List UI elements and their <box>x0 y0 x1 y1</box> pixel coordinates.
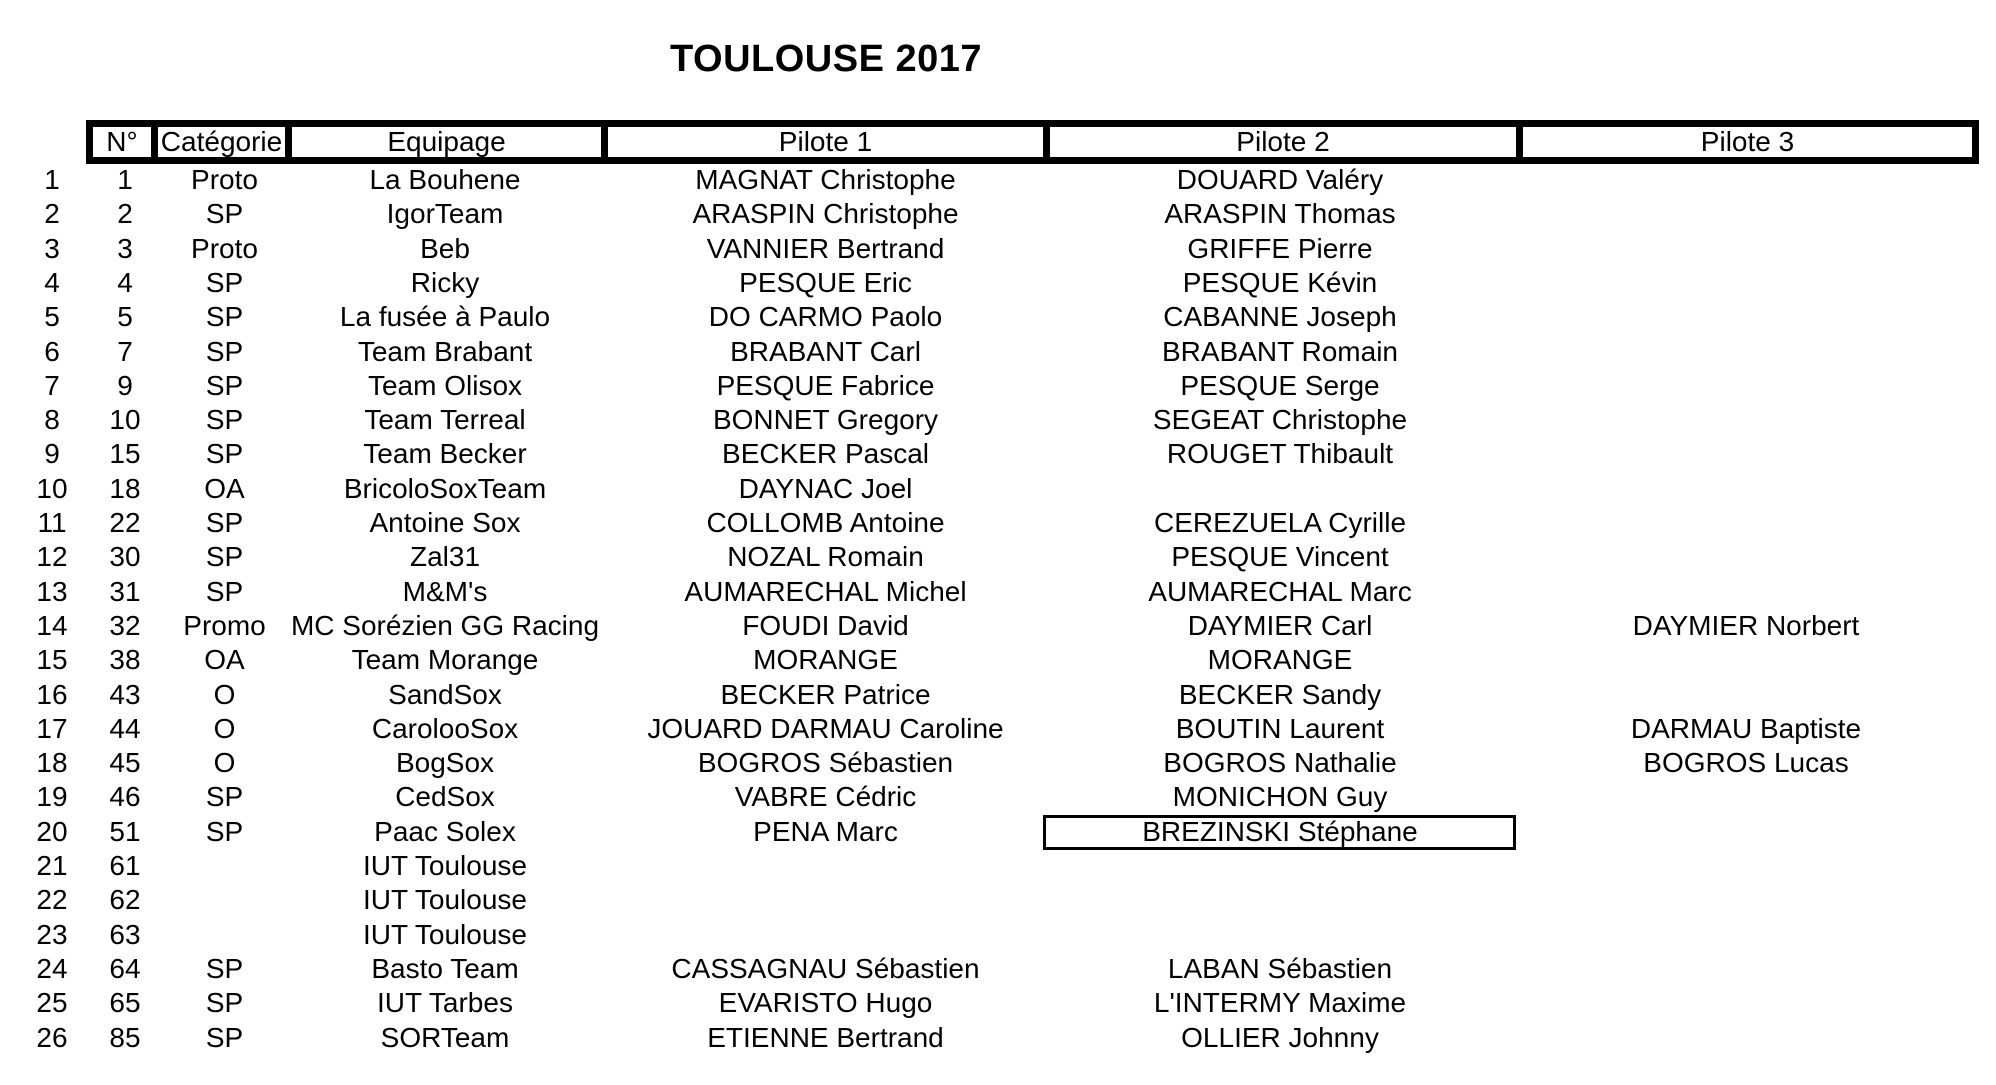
cell-pilote-2: DAYMIER Carl <box>1187 609 1373 641</box>
row-number: 3 <box>44 232 60 264</box>
cell-pilote-3 <box>1518 575 1974 609</box>
row-number: 13 <box>36 575 68 607</box>
row-number: 8 <box>44 404 60 436</box>
table-row <box>0 472 1996 506</box>
cell-categorie <box>157 883 292 917</box>
cell-pilote-3 <box>1518 300 1974 334</box>
cell-pilote-1: PESQUE Eric <box>739 266 912 298</box>
cell-pilote-2 <box>1045 918 1515 952</box>
cell-equipage: IgorTeam <box>386 198 504 230</box>
cell-num: 30 <box>109 541 141 573</box>
cell-num: 9 <box>117 369 133 401</box>
table-row <box>0 232 1996 266</box>
cell-pilote-3 <box>1518 403 1974 437</box>
cell-categorie: SP <box>205 952 244 984</box>
cell-categorie: SP <box>205 301 244 333</box>
cell-pilote-2: SEGEAT Christophe <box>1152 404 1408 436</box>
cell-pilote-1: DO CARMO Paolo <box>708 301 943 333</box>
cell-pilote-1 <box>608 918 1043 952</box>
cell-pilote-3 <box>1518 335 1974 369</box>
cell-equipage: Team Terreal <box>364 404 526 436</box>
row-number: 4 <box>44 266 60 298</box>
cell-equipage: IUT Toulouse <box>363 884 527 916</box>
cell-equipage: La fusée à Paulo <box>339 301 551 333</box>
cell-pilote-3 <box>1518 163 1974 197</box>
row-number: 11 <box>37 507 67 538</box>
cell-pilote-3 <box>1518 232 1974 266</box>
cell-pilote-1 <box>608 883 1043 917</box>
cell-num: 61 <box>109 850 141 881</box>
cell-pilote-2: BOUTIN Laurent <box>1175 712 1385 744</box>
cell-num: 7 <box>117 335 133 367</box>
cell-pilote-3 <box>1518 849 1974 883</box>
cell-categorie: SP <box>205 369 244 401</box>
row-number: 23 <box>36 918 68 950</box>
cell-num: 65 <box>109 987 141 1019</box>
row-number: 2 <box>44 198 60 230</box>
cell-categorie: SP <box>205 815 244 847</box>
cell-equipage: BricoloSoxTeam <box>343 472 547 504</box>
row-number: 19 <box>36 781 68 813</box>
row-number: 6 <box>44 335 60 367</box>
cell-pilote-1: ARASPIN Christophe <box>692 198 959 230</box>
table-row <box>0 643 1996 677</box>
row-number: 1 <box>44 164 60 195</box>
cell-categorie: O <box>213 678 236 710</box>
cell-pilote-1: PESQUE Fabrice <box>716 369 935 401</box>
cell-pilote-3 <box>1518 506 1974 540</box>
header-pilote-3: Pilote 3 <box>1523 127 1972 157</box>
cell-pilote-2: AUMARECHAL Marc <box>1148 575 1412 607</box>
cell-categorie: Proto <box>191 164 258 195</box>
cell-num: 4 <box>117 266 133 298</box>
cell-pilote-3 <box>1518 643 1974 677</box>
cell-equipage: CedSox <box>395 781 495 813</box>
cell-num: 43 <box>109 678 141 710</box>
cell-equipage: BogSox <box>395 747 495 779</box>
cell-categorie <box>157 918 292 952</box>
cell-categorie: O <box>213 747 236 779</box>
table-row <box>0 746 1996 780</box>
row-number: 21 <box>36 850 68 881</box>
highlighted-cell-border <box>1043 815 1516 850</box>
cell-categorie: SP <box>205 541 244 573</box>
cell-pilote-2: PESQUE Serge <box>1180 369 1380 401</box>
cell-num: 32 <box>109 609 141 641</box>
cell-pilote-3 <box>1518 369 1974 403</box>
cell-categorie: SP <box>205 438 244 470</box>
cell-equipage: Basto Team <box>371 952 519 984</box>
row-number: 15 <box>36 644 68 676</box>
cell-pilote-1: ETIENNE Bertrand <box>707 1021 944 1053</box>
cell-pilote-3 <box>1518 952 1974 986</box>
cell-pilote-2: ROUGET Thibault <box>1166 438 1394 470</box>
cell-pilote-3 <box>1518 197 1974 231</box>
cell-pilote-2: GRIFFE Pierre <box>1187 232 1373 264</box>
row-number: 25 <box>36 987 68 1019</box>
cell-equipage: M&M's <box>402 575 488 607</box>
cell-pilote-1: PENA Marc <box>753 815 898 847</box>
page-title: TOULOUSE 2017 <box>670 38 983 80</box>
header-equipage: Equipage <box>292 127 601 157</box>
row-number: 10 <box>36 472 68 504</box>
cell-equipage: MC Sorézien GG Racing <box>290 609 600 641</box>
cell-num: 15 <box>109 438 141 470</box>
cell-num: 2 <box>117 198 133 230</box>
cell-num: 51 <box>109 815 141 847</box>
cell-pilote-2 <box>1045 883 1515 917</box>
cell-num: 31 <box>109 575 141 607</box>
cell-pilote-1: BECKER Patrice <box>720 678 931 710</box>
row-number: 16 <box>36 678 68 710</box>
table-row <box>0 163 1996 197</box>
cell-equipage: IUT Toulouse <box>363 918 527 950</box>
cell-pilote-3 <box>1518 883 1974 917</box>
cell-equipage: Beb <box>420 232 470 264</box>
cell-pilote-2: BREZINSKI Stéphane <box>1142 815 1418 847</box>
cell-pilote-2: PESQUE Vincent <box>1171 541 1389 573</box>
cell-categorie: SP <box>205 335 244 367</box>
cell-pilote-1: EVARISTO Hugo <box>718 987 933 1019</box>
row-number: 7 <box>44 369 60 401</box>
row-number: 17 <box>36 712 68 744</box>
header-pilote-2: Pilote 2 <box>1050 127 1516 157</box>
cell-equipage: La Bouhene <box>369 164 521 195</box>
cell-num: 18 <box>109 472 141 504</box>
cell-pilote-3 <box>1518 918 1974 952</box>
cell-categorie: OA <box>204 472 245 504</box>
row-number: 26 <box>36 1021 68 1053</box>
cell-pilote-2: DOUARD Valéry <box>1176 164 1384 195</box>
cell-num: 46 <box>109 781 141 813</box>
cell-equipage: IUT Toulouse <box>363 850 527 881</box>
header-num: N° <box>93 127 151 157</box>
cell-pilote-1: JOUARD DARMAU Caroline <box>647 712 1004 744</box>
cell-pilote-3 <box>1518 266 1974 300</box>
cell-num: 10 <box>109 404 141 436</box>
cell-pilote-2: L'INTERMY Maxime <box>1153 987 1407 1019</box>
cell-pilote-3 <box>1518 986 1974 1020</box>
header-pilote-1: Pilote 1 <box>608 127 1043 157</box>
cell-pilote-2: CABANNE Joseph <box>1163 301 1397 333</box>
cell-pilote-1: BONNET Gregory <box>712 404 939 436</box>
cell-pilote-2: LABAN Sébastien <box>1167 952 1393 984</box>
cell-pilote-1: AUMARECHAL Michel <box>684 575 967 607</box>
cell-pilote-1: CASSAGNAU Sébastien <box>671 952 980 984</box>
table-row <box>0 540 1996 574</box>
cell-equipage: Antoine Sox <box>369 507 521 538</box>
cell-pilote-1: VABRE Cédric <box>734 781 917 813</box>
cell-pilote-2 <box>1045 849 1515 883</box>
cell-categorie: O <box>213 712 236 744</box>
cell-pilote-1 <box>608 849 1043 883</box>
table-row <box>0 575 1996 609</box>
cell-pilote-1: BECKER Pascal <box>722 438 929 470</box>
cell-pilote-2: BECKER Sandy <box>1178 678 1382 710</box>
cell-pilote-2: PESQUE Kévin <box>1182 266 1378 298</box>
cell-pilote-3: DAYMIER Norbert <box>1632 609 1860 641</box>
cell-equipage: Team Olisox <box>367 369 523 401</box>
cell-equipage: Team Brabant <box>357 335 533 367</box>
header-categorie: Catégorie <box>158 127 285 157</box>
row-number: 20 <box>36 815 68 847</box>
cell-num: 45 <box>109 747 141 779</box>
cell-categorie: SP <box>205 404 244 436</box>
cell-categorie <box>157 849 292 883</box>
cell-pilote-2: BRABANT Romain <box>1161 335 1398 367</box>
cell-pilote-3 <box>1518 437 1974 471</box>
cell-pilote-2: BOGROS Nathalie <box>1163 747 1397 779</box>
table-row <box>0 780 1996 814</box>
cell-equipage: IUT Tarbes <box>377 987 513 1019</box>
cell-pilote-3 <box>1518 540 1974 574</box>
table-row <box>0 849 1996 883</box>
table-row <box>0 197 1996 231</box>
cell-categorie: SP <box>205 507 244 538</box>
cell-categorie: Promo <box>183 609 266 641</box>
cell-pilote-2: MONICHON Guy <box>1172 781 1388 813</box>
cell-pilote-1: MAGNAT Christophe <box>695 164 956 195</box>
cell-pilote-3 <box>1518 678 1974 712</box>
cell-equipage: Ricky <box>410 266 480 298</box>
table-row <box>0 437 1996 471</box>
row-number: 5 <box>44 301 60 333</box>
cell-pilote-2 <box>1045 472 1515 506</box>
cell-num: 44 <box>109 712 141 744</box>
cell-pilote-2: ARASPIN Thomas <box>1164 198 1396 230</box>
table-row <box>0 300 1996 334</box>
row-number: 22 <box>36 884 68 916</box>
cell-categorie: OA <box>204 644 245 676</box>
cell-categorie: SP <box>205 1021 244 1053</box>
table-row <box>0 369 1996 403</box>
cell-num: 22 <box>109 507 141 538</box>
cell-num: 62 <box>109 884 141 916</box>
cell-pilote-3 <box>1518 1021 1974 1055</box>
table-row <box>0 403 1996 437</box>
cell-equipage: SORTeam <box>380 1021 510 1053</box>
cell-pilote-2: CEREZUELA Cyrille <box>1153 507 1407 538</box>
cell-num: 63 <box>109 918 141 950</box>
cell-pilote-2: OLLIER Johnny <box>1181 1021 1379 1053</box>
cell-pilote-3: DARMAU Baptiste <box>1630 712 1862 744</box>
cell-num: 5 <box>117 301 133 333</box>
cell-num: 85 <box>109 1021 141 1053</box>
cell-equipage: Team Becker <box>363 438 527 470</box>
cell-pilote-1: COLLOMB Antoine <box>706 507 945 538</box>
cell-pilote-1: BRABANT Carl <box>730 335 921 367</box>
table-row <box>0 1021 1996 1055</box>
cell-num: 64 <box>109 952 141 984</box>
cell-pilote-1: BOGROS Sébastien <box>697 747 954 779</box>
cell-equipage: CarolooSox <box>371 712 519 744</box>
cell-num: 3 <box>117 232 133 264</box>
cell-equipage: Paac Solex <box>374 815 516 847</box>
table-row <box>0 712 1996 746</box>
cell-equipage: Team Morange <box>351 644 539 676</box>
cell-pilote-1: FOUDI David <box>742 609 909 641</box>
table-row <box>0 335 1996 369</box>
cell-categorie: SP <box>205 266 244 298</box>
cell-num: 38 <box>109 644 141 676</box>
row-number: 24 <box>36 952 68 984</box>
row-number: 18 <box>36 747 68 779</box>
row-number: 14 <box>36 609 68 641</box>
table-row <box>0 918 1996 952</box>
cell-equipage: Zal31 <box>409 541 481 573</box>
cell-pilote-3 <box>1518 815 1974 849</box>
cell-categorie: Proto <box>191 232 258 264</box>
table-row <box>0 678 1996 712</box>
cell-pilote-1: MORANGE <box>753 644 898 676</box>
cell-categorie: SP <box>205 198 244 230</box>
table-row <box>0 986 1996 1020</box>
table-row <box>0 506 1996 540</box>
cell-pilote-3 <box>1518 780 1974 814</box>
cell-categorie: SP <box>205 781 244 813</box>
table-row <box>0 266 1996 300</box>
row-number: 9 <box>44 438 60 470</box>
cell-pilote-3 <box>1518 472 1974 506</box>
cell-pilote-1: NOZAL Romain <box>727 541 924 573</box>
cell-pilote-1: DAYNAC Joel <box>738 472 913 504</box>
cell-equipage: SandSox <box>388 678 502 710</box>
cell-pilote-2: MORANGE <box>1207 644 1353 676</box>
cell-num: 1 <box>117 164 133 195</box>
table-row <box>0 952 1996 986</box>
table-row <box>0 609 1996 643</box>
cell-categorie: SP <box>205 575 244 607</box>
cell-categorie: SP <box>205 987 244 1019</box>
table-row <box>0 815 1996 849</box>
cell-pilote-1: VANNIER Bertrand <box>706 232 945 264</box>
cell-pilote-3: BOGROS Lucas <box>1643 747 1849 779</box>
table-row <box>0 883 1996 917</box>
row-number: 12 <box>36 541 68 573</box>
